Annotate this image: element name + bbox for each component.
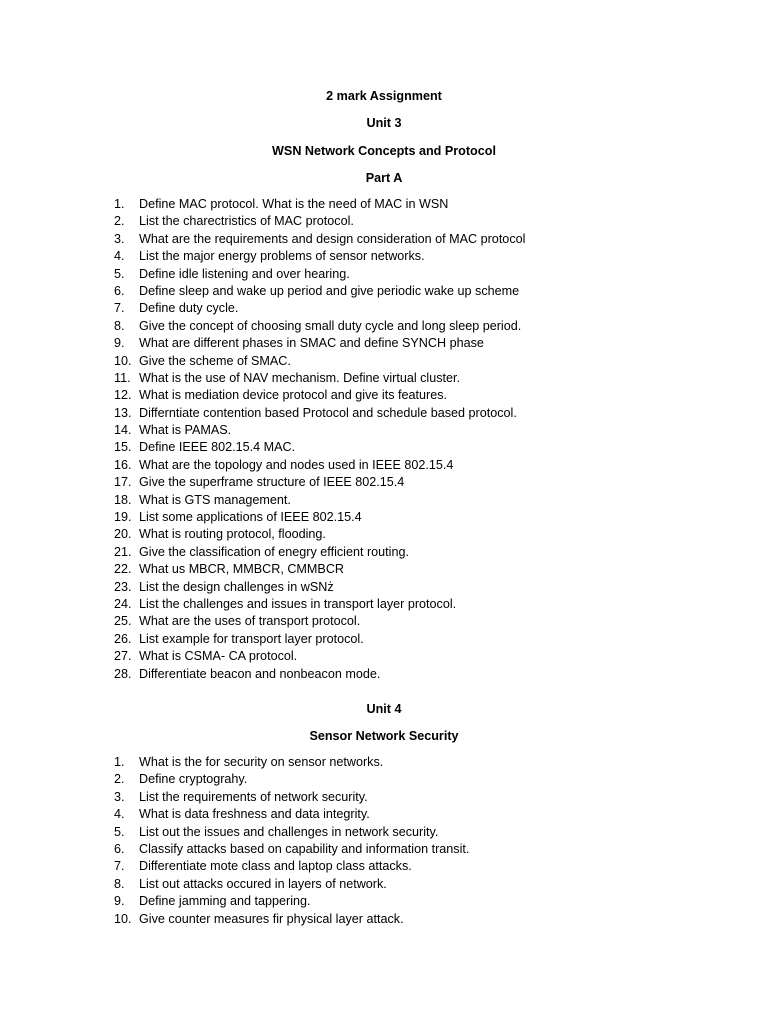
question-item: [0, 370, 768, 387]
question-item: [0, 613, 768, 630]
question-text: List the design challenges in wSNż: [139, 579, 334, 594]
question-item: [0, 789, 768, 806]
question-item: [0, 841, 768, 858]
question-item: [0, 300, 768, 317]
question-number: 9.: [114, 336, 125, 351]
question-item: [0, 335, 768, 352]
question-number: 2.: [114, 214, 125, 229]
part-a-label: Part A: [365, 171, 403, 185]
question-text: List the major energy problems of sensor networks.: [139, 249, 425, 264]
question-number: 22.: [114, 562, 132, 577]
question-text: List some applications of IEEE 802.15.4: [139, 510, 362, 525]
question-item: [0, 509, 768, 526]
question-text: Give the classification of enegry efficient routing.: [139, 544, 409, 559]
question-text: List the requirements of network security.: [139, 789, 368, 804]
question-number: 16.: [114, 457, 132, 472]
question-text: What are the topology and nodes used in IEEE 802.15.4: [139, 457, 454, 472]
question-number: 24.: [114, 596, 132, 611]
question-number: 12.: [114, 388, 132, 403]
question-item: [0, 439, 768, 456]
question-number: 18.: [114, 492, 132, 507]
question-text: Define sleep and wake up period and give periodic wake up scheme: [139, 283, 520, 298]
unit4-question-list: [0, 754, 768, 928]
question-item: [0, 387, 768, 404]
question-text: Differentiate mote class and laptop class attacks.: [139, 859, 412, 874]
question-text: Define IEEE 802.15.4 MAC.: [139, 440, 296, 455]
question-item: [0, 474, 768, 491]
question-text: What is GTS management.: [139, 492, 291, 507]
question-text: List the challenges and issues in transport layer protocol.: [139, 596, 457, 611]
question-number: 14.: [114, 423, 132, 438]
question-text: What is data freshness and data integrity.: [139, 807, 370, 822]
question-number: 10.: [114, 911, 132, 926]
question-text: Define jamming and tappering.: [139, 894, 311, 909]
unit3-label: Unit 3: [366, 116, 402, 130]
question-number: 15.: [114, 440, 132, 455]
question-item: [0, 806, 768, 823]
question-text: Give the scheme of SMAC.: [139, 353, 291, 368]
question-number: 5.: [114, 266, 125, 281]
question-item: [0, 596, 768, 613]
question-text: List out the issues and challenges in network security.: [139, 824, 439, 839]
question-item: [0, 876, 768, 893]
question-number: 20.: [114, 527, 132, 542]
unit3-topic: WSN Network Concepts and Protocol: [272, 144, 496, 158]
question-text: What is the for security on sensor networks.: [139, 755, 384, 769]
question-number: 13.: [114, 405, 132, 420]
question-text: What is routing protocol, flooding.: [139, 527, 326, 542]
question-number: 8.: [114, 318, 125, 333]
question-text: What is mediation device protocol and give its features.: [139, 388, 448, 403]
question-number: 7.: [114, 859, 125, 874]
question-item: [0, 457, 768, 474]
question-number: 28.: [114, 666, 132, 681]
question-item: [0, 893, 768, 910]
question-number: 8.: [114, 876, 125, 891]
question-number: 9.: [114, 894, 125, 909]
question-text: Define cryptograhy.: [139, 772, 248, 787]
question-item: [0, 266, 768, 283]
question-number: 23.: [114, 579, 132, 594]
question-number: 1.: [114, 755, 125, 769]
question-item: [0, 754, 768, 771]
question-item: [0, 422, 768, 439]
unit4-topic: Sensor Network Security: [309, 729, 459, 743]
question-text: Define idle listening and over hearing.: [139, 266, 350, 281]
question-number: 3.: [114, 789, 125, 804]
question-number: 6.: [114, 841, 125, 856]
question-item: [0, 666, 768, 683]
question-item: [0, 283, 768, 300]
question-item: [0, 824, 768, 841]
question-number: 11.: [114, 370, 131, 385]
question-item: [0, 561, 768, 578]
question-number: 1.: [114, 197, 125, 211]
question-item: [0, 492, 768, 509]
question-item: [0, 526, 768, 543]
question-text: What us MBCR, MMBCR, CMMBCR: [139, 562, 345, 577]
document-title: 2 mark Assignment: [326, 89, 442, 103]
question-text: List example for transport layer protocol.: [139, 631, 364, 646]
question-item: [0, 213, 768, 230]
question-number: 4.: [114, 807, 125, 822]
question-item: [0, 196, 768, 213]
question-text: Give counter measures fir physical layer attack.: [139, 911, 404, 926]
question-item: [0, 579, 768, 596]
question-number: 10.: [114, 353, 132, 368]
question-text: Differntiate contention based Protocol and schedule based protocol.: [139, 405, 517, 420]
question-item: [0, 248, 768, 265]
question-text: Give the concept of choosing small duty cycle and long sleep period.: [139, 318, 522, 333]
question-text: What is PAMAS.: [139, 423, 232, 438]
question-item: [0, 544, 768, 561]
question-text: List the charectristics of MAC protocol.: [139, 214, 354, 229]
question-item: [0, 353, 768, 370]
question-number: 7.: [114, 301, 125, 316]
question-text: What is CSMA- CA protocol.: [139, 649, 298, 664]
question-number: 4.: [114, 249, 125, 264]
question-number: 25.: [114, 614, 132, 629]
question-number: 6.: [114, 283, 125, 298]
question-number: 26.: [114, 631, 132, 646]
question-item: [0, 858, 768, 875]
question-text: What are the requirements and design consideration of MAC protocol: [139, 231, 526, 246]
question-item: [0, 318, 768, 335]
question-item: [0, 771, 768, 788]
question-item: [0, 631, 768, 648]
question-text: Classify attacks based on capability and information transit.: [139, 841, 470, 856]
question-number: 19.: [114, 510, 132, 525]
question-number: 3.: [114, 231, 125, 246]
unit3-question-list: [0, 196, 768, 683]
question-text: Give the superframe structure of IEEE 802.15.4: [139, 475, 405, 490]
question-text: What is the use of NAV mechanism. Define virtual cluster.: [139, 370, 461, 385]
question-text: Define duty cycle.: [139, 301, 239, 316]
question-number: 17.: [114, 475, 132, 490]
question-text: List out attacks occured in layers of network.: [139, 876, 387, 891]
question-item: [0, 405, 768, 422]
question-text: What are the uses of transport protocol.: [139, 614, 361, 629]
question-number: 21.: [114, 544, 132, 559]
question-item: [0, 911, 768, 928]
question-item: [0, 231, 768, 248]
question-item: [0, 648, 768, 665]
question-text: What are different phases in SMAC and define SYNCH phase: [139, 336, 484, 351]
question-number: 27.: [114, 649, 132, 664]
question-text: Define MAC protocol. What is the need of MAC in WSN: [139, 197, 449, 211]
question-number: 2.: [114, 772, 125, 787]
question-number: 5.: [114, 824, 125, 839]
question-text: Differentiate beacon and nonbeacon mode.: [139, 666, 381, 681]
unit4-label: Unit 4: [366, 702, 402, 716]
